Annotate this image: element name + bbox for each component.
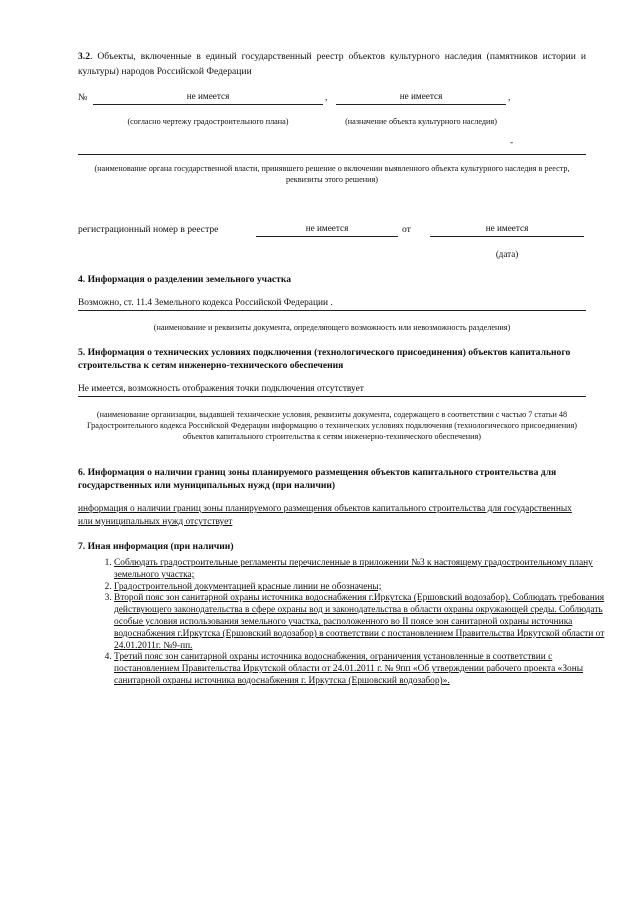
section-6-heading: 6. Информация о наличии границ зоны планируемого размещения объектов капитального строительства для государственных или муниципальных нужд (при наличии) — [78, 467, 557, 491]
registry-number-field: не имеется — [256, 223, 398, 237]
section-5-caption: (наименование организации, выдавшей технические условия, реквизиты документа, содержащего в соответствии с частью 7 статьи 48 Градостроительного кодекса Российской Федерации информацию о технических условиях подключения (технологического присоединения) объектов капитального строительства к сетям инженерно-технического обеспечения) — [86, 410, 578, 441]
list-item: 3. Второй пояс зон санитарной охраны источника водоснабжения г.Иркутска (Ершовский водозабор). Соблюдать требования действующего законодательства в сфере охраны вод и законодательства в области охраны окружающей среды. Соблюдать особые условия использования земельного участка, расположенного во II поясе зон санитарной охраны источника водоснабжения г.Иркутска (Ершовский водозабор) в соответствии с постановлением Правительства Иркутской области от 24.01.2011г. №9-пп. — [114, 593, 614, 652]
organ-caption: (наименование органа государственной власти, принявшего решение о включении выявленного объекта культурного наследия в реестр, реквизиты этого решения) — [94, 164, 570, 184]
separator-comma: , — [325, 92, 328, 103]
separator-comma: , — [508, 92, 511, 103]
plan-number-field: не имеется — [93, 91, 323, 105]
list-item: 4. Третий пояс зон санитарной охраны источника водоснабжения, ограничения установленные в соответствии с постановлением Правительства Иркутской области от 24.01.2011 г. № 9пп «Об утверждении рабочего проекта «Зоны санитарной охраны источника водоснабжения г. Иркутска (Ершовский водозабор)». — [114, 652, 614, 687]
list-item: 1. Соблюдать градостроительные регламенты перечисленные в приложении №3 к настоящему градостроительному плану земельного участка; — [114, 558, 614, 582]
section-4-text: Возможно, ст. 11.4 Земельного кодекса Российской Федерации . — [78, 297, 586, 311]
section-number: 3.2 — [78, 51, 90, 62]
plan-caption: (согласно чертежу градостроительного плана) — [127, 117, 289, 126]
section-5-text: Не имеется, возможность отображения точки подключения отсутствует — [78, 383, 586, 397]
section-6-text: информация о наличии границ зоны планируемого размещения объектов капитального строительства для государственных или муниципальных нужд отсутствует — [78, 504, 572, 527]
purpose-caption: (назначение объекта культурного наследия) — [345, 117, 497, 126]
section-3-2-text — [78, 49, 586, 79]
number-sign: № — [78, 92, 88, 103]
section-4-caption: (наименование и реквизиты документа, определяющего возможность или невозможность разделения) — [153, 323, 511, 332]
from-label: от — [402, 224, 411, 235]
section-7-heading: 7. Иная информация (при наличии) — [78, 541, 234, 552]
section-5-heading: 5. Информация о технических условиях подключения (технологического присоединения) объектов капитального строительства к сетям инженерно-технического обеспечения — [78, 347, 571, 371]
section-3-2-body: . Объекты, включенные в единый государственный реестр объектов культурного наследия (памятников истории и культуры) народов Российской Федерации — [78, 51, 586, 77]
dash-mark: - — [510, 137, 514, 148]
other-info-list — [84, 558, 614, 688]
date-field: не имеется — [430, 223, 584, 237]
date-caption: (дата) — [495, 249, 519, 259]
registry-label: регистрационный номер в реестре — [78, 224, 219, 235]
section-4-heading: 4. Информация о разделении земельного участка — [78, 274, 292, 285]
organ-line — [78, 154, 586, 155]
object-purpose-field: не имеется — [336, 91, 506, 105]
list-item: 2. Градостроительной документацией красные линии не обозначены; — [114, 582, 614, 594]
